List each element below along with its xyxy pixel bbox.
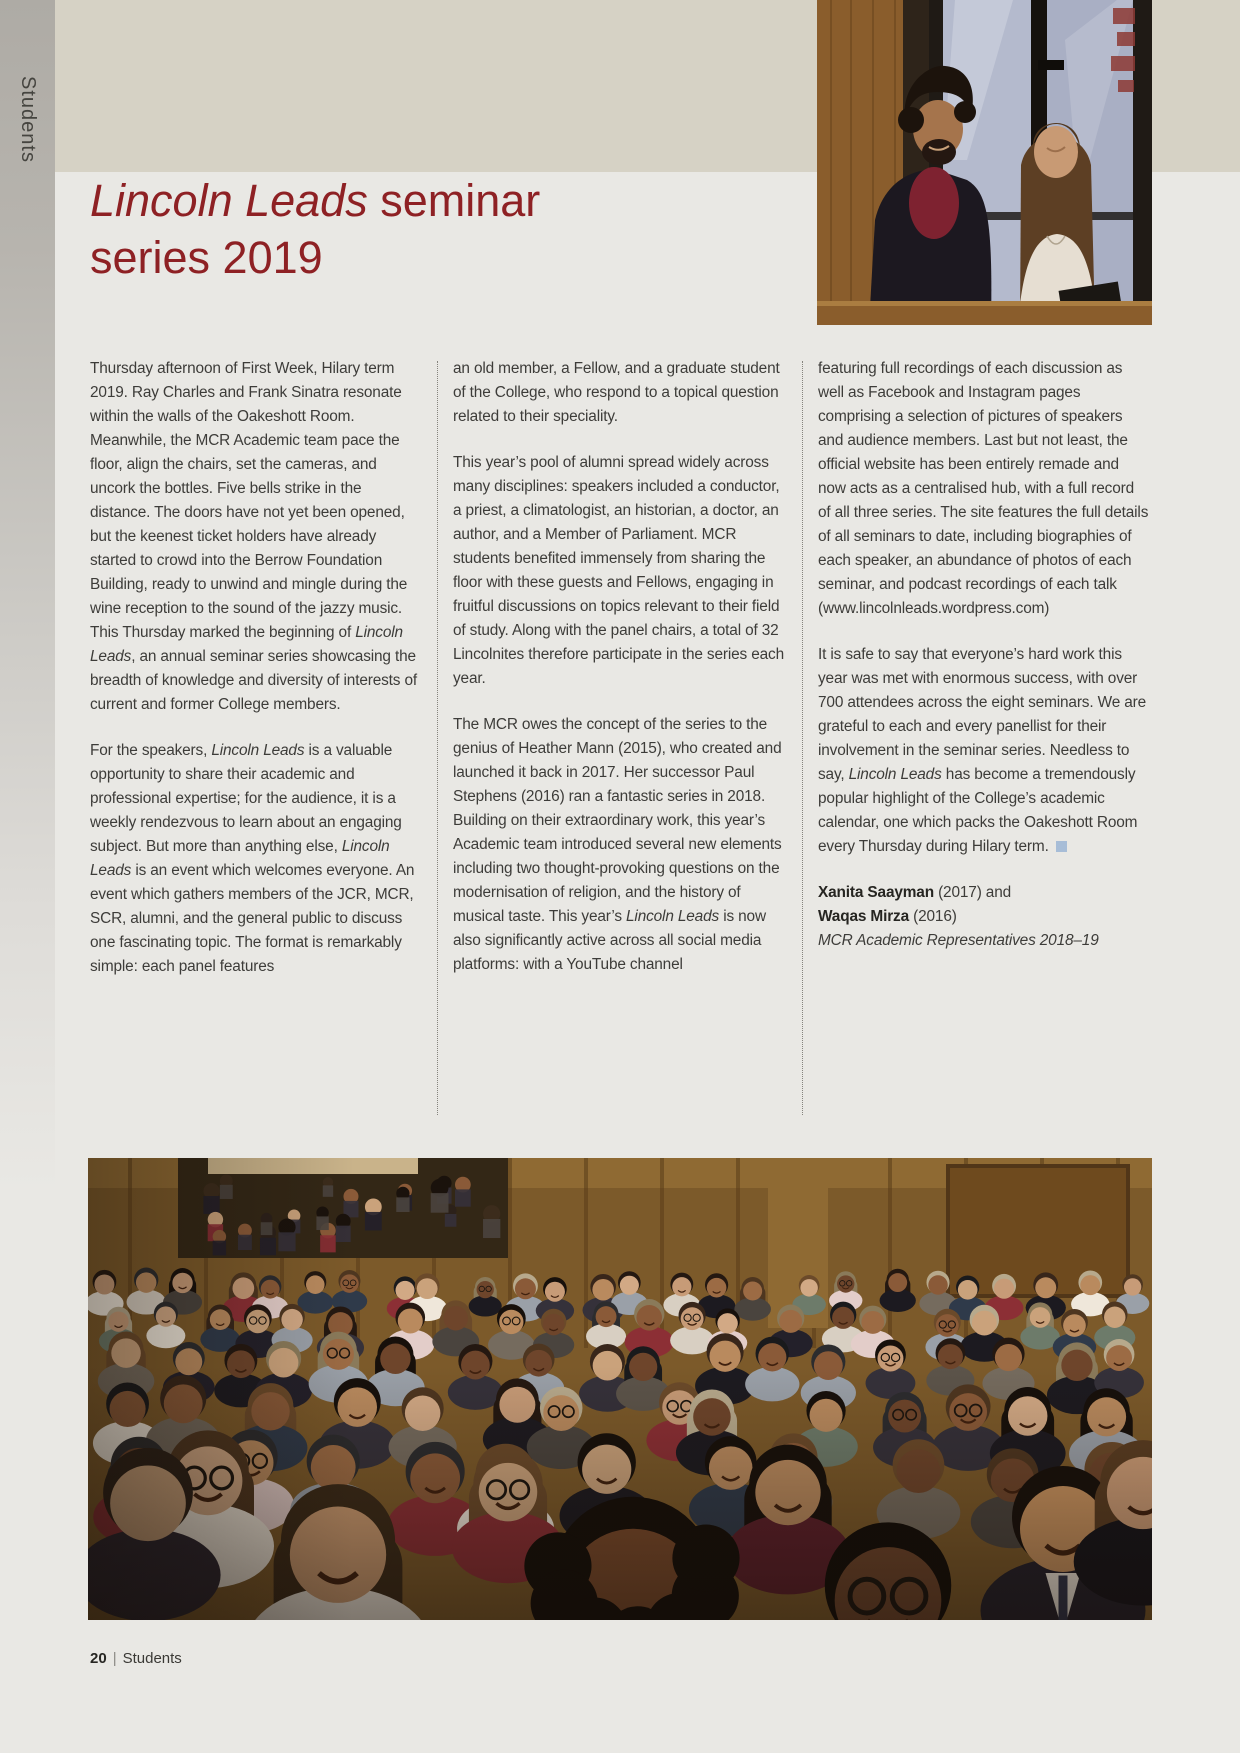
article-column-1 — [90, 357, 420, 1001]
column-divider — [802, 361, 803, 1115]
paragraph: Thursday afternoon of First Week, Hilary term 2019. Ray Charles and Frank Sinatra resonate within the walls of the Oakeshott Room. Meanwhile, the MCR Academic team pace the floor, align the chairs, set the cameras, and uncork the bottles. Five bells strike in the distance. The doors have not yet been opened, but the keenest ticket holders have already started to crowd into the Berrow Foundation Building, ready to unwind and mingle during the wine reception to the sound of the jazzy music. This Thursday marked the beginning of Lincoln Leads, an annual seminar series showcasing the breadth of knowledge and diversity of interests of current and former College members. — [90, 360, 418, 713]
footer-separator: | — [112, 1650, 117, 1667]
paragraph: For the speakers, Lincoln Leads is a valuable opportunity to share their academic and professional expertise; for the audience, it is a weekly rendezvous to learn about an engaging subject. But more than anything else, Lincoln Leads is an event which welcomes everyone. An event which gathers members of the JCR, MCR, SCR, alumni, and the general public to discuss one fascinating topic. The format is remarkably simple: each panel features — [90, 742, 415, 975]
paragraph: an old member, a Fellow, and a graduate student of the College, who respond to a topical question related to their speciality. — [453, 360, 780, 425]
paragraph: The MCR owes the concept of the series to the genius of Heather Mann (2015), who created and launched it back in 2017. Her successor Paul Stephens (2016) ran a fantastic series in 2018. Building on their extraordinary work, this year’s Academic team introduced several new elements including two thought-provoking questions on the modernisation of religion, and the history of musical taste. This year’s Lincoln Leads is now also significantly active across all social media platforms: with a YouTube channel — [453, 716, 782, 973]
section-label-vertical: Students — [17, 76, 39, 163]
speakers-photo-svg — [817, 0, 1152, 325]
page-number: 20 — [90, 1650, 107, 1667]
side-strip — [0, 0, 55, 1753]
footer-section: Students — [122, 1650, 182, 1667]
paragraph: Xanita Saayman (2017) and Waqas Mirza (2016) MCR Academic Representatives 2018–19 — [818, 884, 1099, 949]
paragraph: This year’s pool of alumni spread widely across many disciplines: speakers included a conductor, a priest, a climatologist, an historian, a doctor, an author, and a Member of Parliament. MCR students benefited immensely from sharing the floor with these guests and Fellows, engaging in fruitful discussions on topics relevant to their field of study. Along with the panel chairs, a total of 32 Lincolnites therefore participate in the series each year. — [453, 454, 784, 687]
column-divider — [437, 361, 438, 1115]
paragraph: featuring full recordings of each discussion as well as Facebook and Instagram pages comprising a selection of pictures of speakers and audience members. Last but not least, the official website has been entirely remade and now acts as a centralised hub, with a full record of all three series. The site features the full details of all seminars to date, including biographies of each speaker, an abundance of photos of each seminar, and podcast recordings of each talk (www.lincolnleads.wordpress.com) — [818, 360, 1149, 617]
audience-photo — [88, 1158, 1152, 1620]
article-columns — [90, 357, 1150, 1001]
article-column-3 — [818, 357, 1150, 1001]
paragraph: It is safe to say that everyone’s hard work this year was met with enormous success, with over 700 attendees across the eight seminars. We are grateful to each and every panellist for their involvement in the seminar series. Needless to say, Lincoln Leads has become a tremendously popular highlight of the College’s academic calendar, one which packs the Oakeshott Room every Thursday during Hilary term. — [818, 646, 1147, 855]
end-of-article-mark — [1056, 841, 1067, 852]
lectern — [817, 304, 1152, 325]
article-column-2 — [453, 357, 785, 1001]
page-title: Lincoln Leads seminar series 2019 — [90, 175, 541, 283]
speakers-photo — [817, 0, 1152, 325]
audience-photo-svg — [88, 1158, 1152, 1620]
page-footer — [90, 1650, 182, 1667]
